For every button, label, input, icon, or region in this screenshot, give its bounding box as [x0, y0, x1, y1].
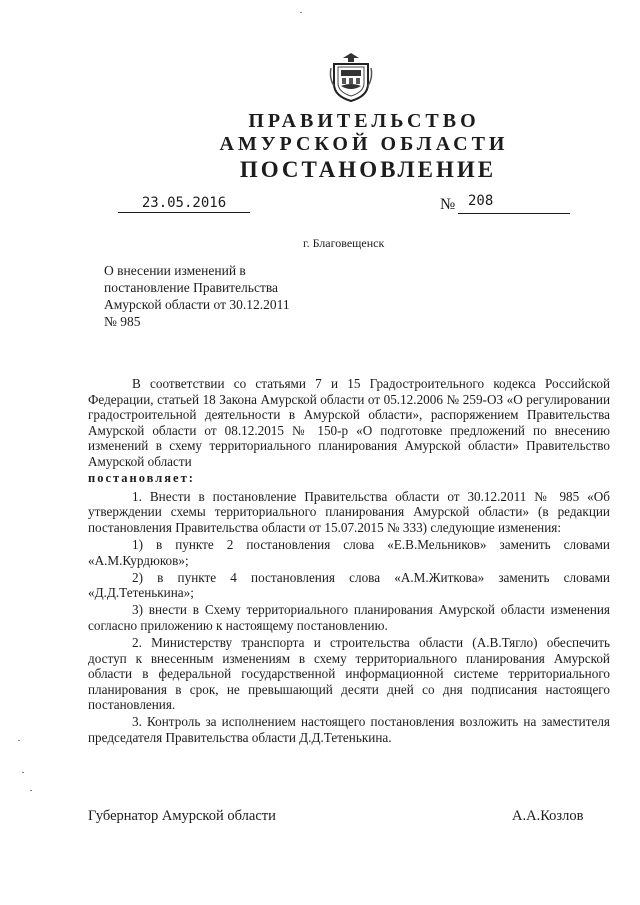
document-body: [88, 376, 610, 747]
subject-line: О внесении изменений в: [104, 263, 246, 278]
signatory-name: А.А.Козлов: [512, 808, 584, 824]
subject-line: постановление Правительства: [104, 280, 279, 295]
preamble-paragraph: В соответствии со статьями 7 и 15 Градостроительного кодекса Российской Федерации, статьей 18 Закона Амурской области от 05.12.2006 № 259-ОЗ «О регулировании градостроительной деятельности в Амурской области», распоряжением Правительства Амурской области от 08.12.2015 № 150-р «О подготовке предложений по внесению изменений в схему территориального планирования Амурской области» Правительство Амурской области: [88, 376, 610, 469]
document-type-title: ПОСТАНОВЛЕНИЕ: [239, 157, 497, 182]
item-1-1-paragraph: 1) в пункте 2 постановления слова «Е.В.Мельников» заменить словами «А.М.Курдюков»;: [88, 536, 610, 568]
coat-of-arms-icon: [329, 52, 373, 102]
scan-speck: [30, 790, 32, 791]
scan-speck: [300, 12, 302, 13]
resolves-keyword: постановляет:: [88, 471, 195, 486]
government-title: ПРАВИТЕЛЬСТВО: [248, 110, 480, 132]
number-underline: [458, 213, 570, 214]
document-number: 208: [468, 193, 494, 209]
signatory-position: Губернатор Амурской области: [88, 808, 276, 824]
item-3-paragraph: 3. Контроль за исполнением настоящего постановления возложить на заместителя председателя Правительства области Д.Д.Тетенькина.: [88, 714, 610, 746]
region-title: АМУРСКОЙ ОБЛАСТИ: [219, 133, 509, 155]
document-date: 23.05.2016: [141, 195, 227, 211]
document-subject: [104, 262, 290, 330]
item-1-paragraph: 1. Внести в постановление Правительства области от 30.12.2011 № 985 «Об утверждении схемы территориального планирования Амурской области» (в редакции постановления Правительства области от 15.07.2015 № 333) следующие изменения:: [88, 488, 610, 535]
scan-speck: [22, 772, 24, 773]
date-underline: [118, 212, 250, 213]
scan-speck: [18, 740, 20, 741]
item-1-2-paragraph: 2) в пункте 4 постановления слова «А.М.Житкова» заменить словами «Д.Д.Тетенькина»;: [88, 569, 610, 601]
subject-line: Амурской области от 30.12.2011: [104, 297, 290, 312]
number-sign: №: [440, 196, 456, 213]
item-2-paragraph: 2. Министерству транспорта и строительства области (А.В.Тягло) обеспечить доступ к внесенным изменениям в схему территориального планирования Амурской области в федеральной государственной информационной системе территориального планирования в срок, не превышающий десяти дней со дня подписания настоящего постановления.: [88, 635, 610, 713]
subject-line: № 985: [104, 314, 141, 329]
city-label: г. Благовещенск: [303, 236, 385, 250]
item-1-3-paragraph: 3) внести в Схему территориального планирования Амурской области изменения согласно приложению к настоящему постановлению.: [88, 602, 610, 633]
